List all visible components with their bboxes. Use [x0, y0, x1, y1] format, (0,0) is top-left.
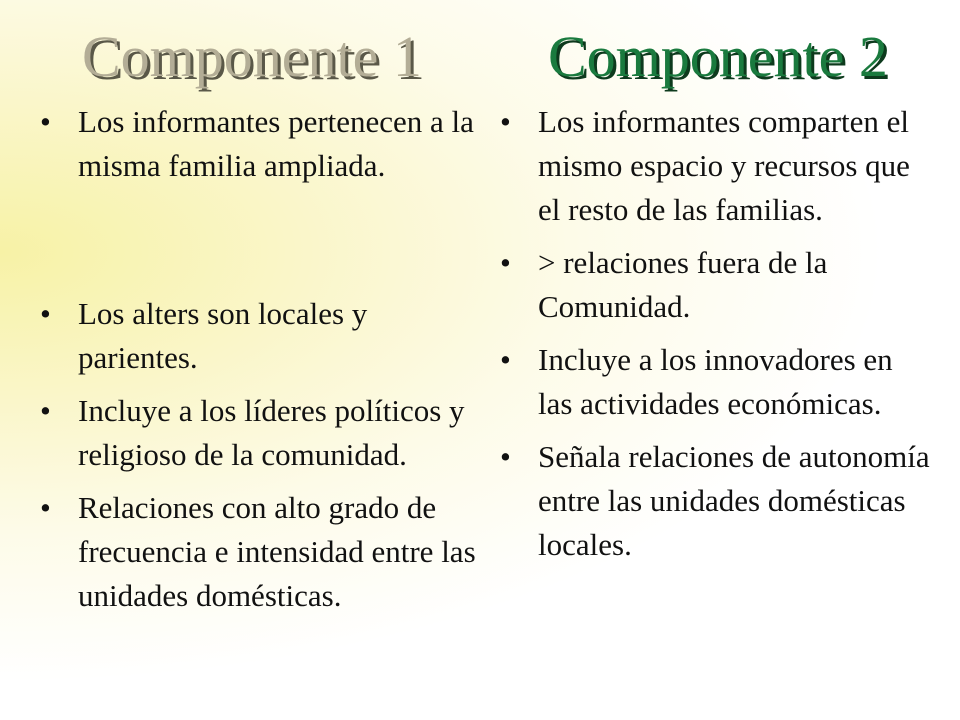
right-bullet-item	[500, 100, 930, 232]
left-bullet-item	[40, 389, 480, 477]
left-bullet-list-bottom	[40, 292, 480, 627]
left-bullet-text: Incluye a los líderes políticos y religioso de la comunidad.	[78, 393, 465, 472]
right-bullet-text: > relaciones fuera de la Comunidad.	[538, 245, 828, 324]
left-bullet-text: Los informantes pertenecen a la misma familia ampliada.	[78, 104, 474, 183]
right-bullet-item	[500, 338, 930, 426]
bullet-icon: •	[40, 296, 51, 331]
left-column-title: Componente 1	[82, 24, 422, 89]
left-bullet-item	[40, 486, 480, 618]
right-bullet-text: Los informantes comparten el mismo espacio y recursos que el resto de las familias.	[538, 104, 910, 227]
bullet-icon: •	[40, 393, 51, 428]
bullet-icon: •	[40, 104, 51, 139]
left-bullet-item	[40, 292, 480, 380]
left-bullet-item	[40, 100, 480, 188]
bullet-icon: •	[500, 245, 511, 280]
left-bullet-text: Los alters son locales y parientes.	[78, 296, 368, 375]
left-bullet-text: Relaciones con alto grado de frecuencia e intensidad entre las unidades domésticas.	[78, 490, 476, 613]
left-bullet-list-top	[40, 100, 480, 188]
bullet-icon: •	[500, 439, 511, 474]
right-column-title: Componente 2	[548, 24, 888, 89]
right-bullet-text: Señala relaciones de autonomía entre las unidades domésticas locales.	[538, 439, 930, 562]
right-bullet-item	[500, 435, 930, 567]
bullet-icon: •	[500, 342, 511, 377]
right-bullet-text: Incluye a los innovadores en las actividades económicas.	[538, 342, 893, 421]
right-bullet-list	[500, 100, 930, 576]
right-bullet-item	[500, 241, 930, 329]
bullet-icon: •	[500, 104, 511, 139]
bullet-icon: •	[40, 490, 51, 525]
